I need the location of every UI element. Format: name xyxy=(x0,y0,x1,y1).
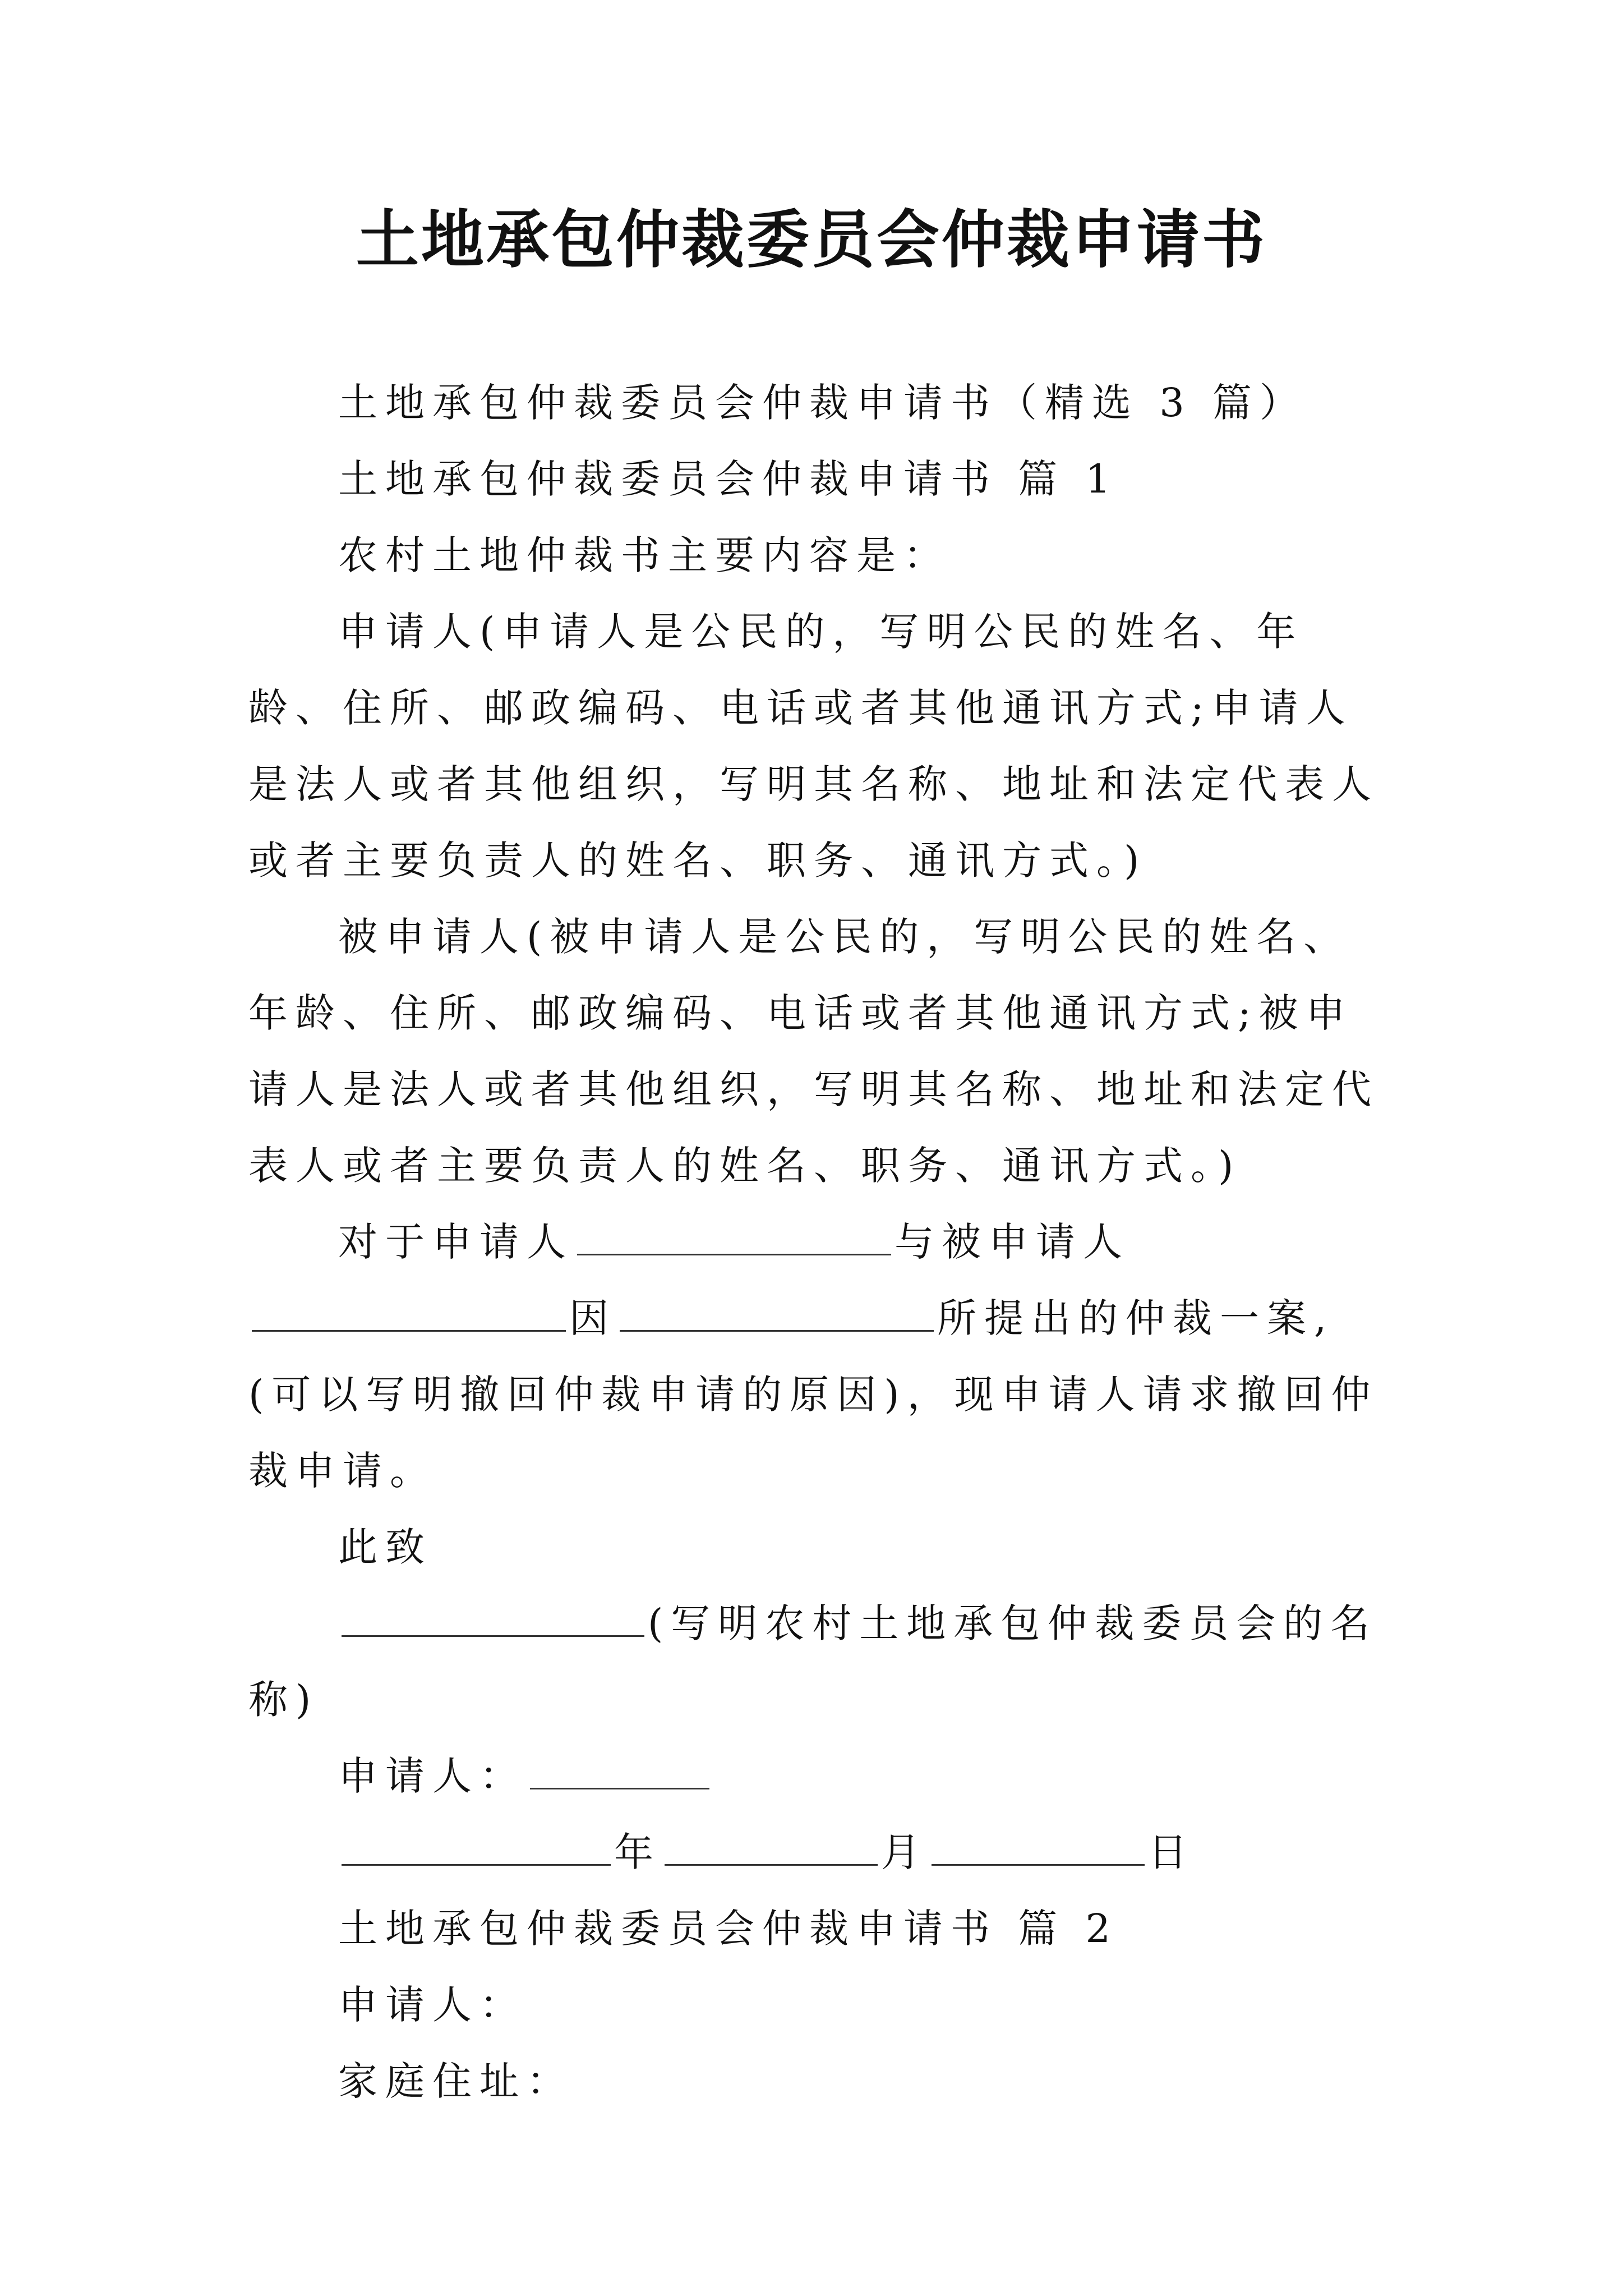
date-month-label: 月 xyxy=(881,1829,928,1875)
document-title: 土地承包仲裁委员会仲裁申请书 xyxy=(356,203,1267,277)
date-year-label: 年 xyxy=(614,1829,661,1875)
applicant-paragraph: 申请人(申请人是公民的，写明公民的姓名、年龄、住所、邮政编码、电话或者其他通讯方式;申请人是法人或者其他组织，写明其名称、地址和法定代表人或者主要负责人的姓名、职务、通讯方式。) xyxy=(248,609,1379,884)
part1-heading: 土地承包仲裁委员会仲裁申请书 篇 1 xyxy=(338,456,1119,502)
withdraw-text-2: 与被申请人 xyxy=(895,1219,1130,1265)
month-blank[interactable] xyxy=(665,1827,878,1866)
withdraw-text-1: 对于申请人 xyxy=(338,1219,574,1265)
intro-line: 农村土地仲裁书主要内容是： xyxy=(338,532,951,578)
subtitle: 土地承包仲裁委员会仲裁申请书（精选 3 篇） xyxy=(338,380,1307,426)
part2-address-label: 家庭住址： xyxy=(338,2058,574,2104)
respondent-paragraph: 被申请人(被申请人是公民的，写明公民的姓名、年龄、住所、邮政编码、电话或者其他通讯方式;被申请人是法人或者其他组织，写明其名称、地址和法定代表人或者主要负责人的姓名、职务、通讯方式。) xyxy=(248,914,1379,1189)
part2-heading: 土地承包仲裁委员会仲裁申请书 篇 2 xyxy=(338,1906,1119,1952)
committee-note: (写明农村土地承包仲裁委员会的名称) xyxy=(248,1600,1378,1723)
part2-applicant-label: 申请人： xyxy=(338,1982,527,2028)
salutation: 此致 xyxy=(338,1524,432,1570)
withdraw-paragraph xyxy=(248,1204,1393,1509)
applicant-signature-blank[interactable] xyxy=(530,1751,709,1789)
applicant-signature-line xyxy=(248,1738,1393,1814)
respondent-name-blank[interactable] xyxy=(252,1293,566,1332)
committee-line xyxy=(248,1585,1393,1738)
withdraw-text-4: 所提出的仲裁一案,(可以写明撤回仲裁申请的原因)，现申请人请求撤回仲裁申请。 xyxy=(248,1295,1378,1494)
applicant-name-blank[interactable] xyxy=(577,1217,891,1255)
date-line xyxy=(248,1814,1393,1890)
day-blank[interactable] xyxy=(932,1827,1145,1866)
date-day-label: 日 xyxy=(1148,1829,1195,1875)
applicant-sign-label: 申请人： xyxy=(338,1753,527,1799)
committee-name-blank[interactable] xyxy=(342,1598,644,1637)
reason-blank[interactable] xyxy=(620,1293,934,1332)
document-body xyxy=(248,365,1393,2119)
year-blank[interactable] xyxy=(342,1827,611,1866)
withdraw-text-3: 因 xyxy=(569,1295,616,1341)
